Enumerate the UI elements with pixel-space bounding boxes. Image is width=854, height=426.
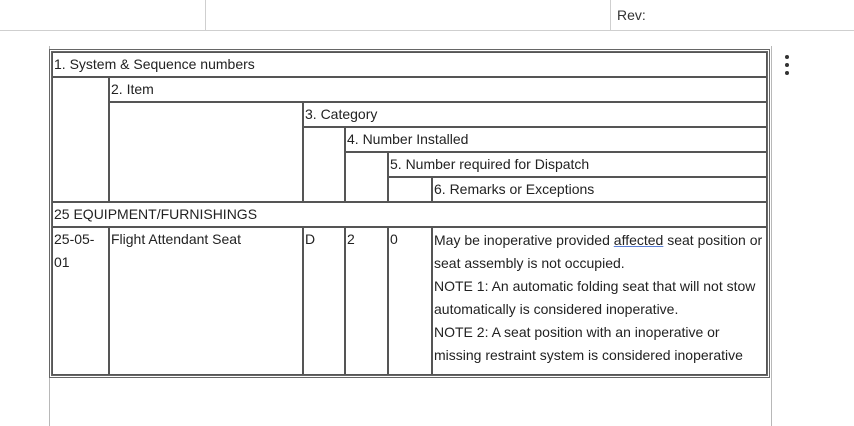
header-row-1 [52, 52, 767, 77]
header-row-3 [52, 102, 767, 127]
header-number-required: 5. Number required for Dispatch [388, 152, 767, 177]
more-vertical-icon[interactable] [783, 55, 791, 75]
item-name: Flight Attendant Seat [109, 227, 303, 375]
remarks-main: May be inoperative provided affected seat position or seat assembly is not occupied. [434, 232, 763, 271]
header-divider [205, 0, 206, 30]
header-system-sequence: 1. System & Sequence numbers [52, 52, 767, 77]
header-spacer [52, 77, 109, 202]
header-spacer [303, 127, 345, 202]
header-item: 2. Item [109, 77, 767, 102]
revision-label: Rev: [617, 7, 646, 23]
header-remarks: 6. Remarks or Exceptions [432, 177, 767, 202]
remarks-note-2: NOTE 2: A seat position with an inoperative or missing restraint system is considered inoperative [434, 324, 743, 363]
header-spacer [388, 177, 432, 202]
table-row [52, 227, 767, 375]
remarks-note-1: NOTE 1: An automatic folding seat that will not stow automatically is considered inoperative. [434, 278, 756, 317]
installed-value: 2 [345, 227, 388, 375]
header-row-2 [52, 77, 767, 102]
spellcheck-word: affected [613, 232, 664, 248]
required-value: 0 [388, 227, 432, 375]
header-spacer [345, 152, 388, 202]
section-title: 25 EQUIPMENT/FURNISHINGS [52, 202, 767, 227]
category-value: D [303, 227, 345, 375]
section-row [52, 202, 767, 227]
remarks-cell [432, 227, 767, 375]
header-divider [610, 0, 611, 30]
sequence-line: 25-05- [54, 231, 95, 247]
header-spacer [109, 102, 303, 202]
mel-table [49, 49, 770, 378]
header-number-installed: 4. Number Installed [345, 127, 767, 152]
sequence-line: 01 [54, 254, 70, 270]
top-header-strip [0, 0, 854, 31]
sequence-number [52, 227, 109, 375]
header-category: 3. Category [303, 102, 767, 127]
